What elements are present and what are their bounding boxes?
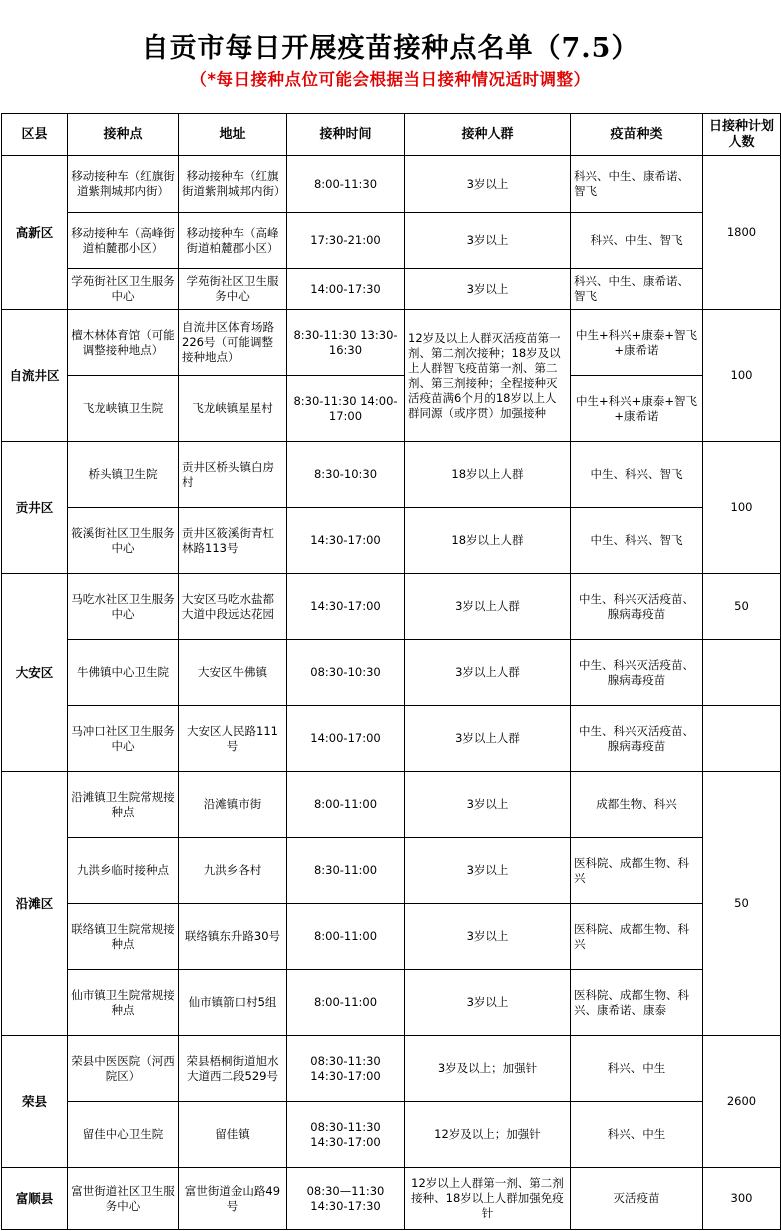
address-cell: 富世街道金山路49号 [179, 1168, 287, 1230]
table-row [2, 640, 781, 706]
time-cell: 8:30-11:30 13:30-16:30 [287, 310, 405, 376]
vaccine-cell: 灭活疫苗 [571, 1168, 703, 1230]
address-cell: 沿滩镇市街 [179, 772, 287, 838]
site-cell: 留佳中心卫生院 [68, 1102, 179, 1168]
daily-plan-cell: 100 [703, 310, 781, 442]
table-row [2, 442, 781, 508]
table-row [2, 508, 781, 574]
population-cell: 3岁以上 [405, 838, 571, 904]
time-cell: 8:30-11:30 14:00-17:00 [287, 376, 405, 442]
vaccine-cell: 科兴、中生、康希诺、智飞 [571, 269, 703, 310]
table-row [2, 970, 781, 1036]
population-cell: 12岁及以上；加强针 [405, 1102, 571, 1168]
site-cell: 学苑街社区卫生服务中心 [68, 269, 179, 310]
district-cell: 贡井区 [2, 442, 68, 574]
page-title: 自贡市每日开展疫苗接种点名单（7.5） [141, 33, 640, 64]
daily-plan-cell: 50 [703, 574, 781, 640]
address-cell: 留佳镇 [179, 1102, 287, 1168]
daily-plan-cell: 2600 [703, 1036, 781, 1168]
address-cell: 贡井区筱溪街青杠林路113号 [179, 508, 287, 574]
population-cell: 12岁以上人群第一剂、第二剂接种、18岁以上人群加强免疫针 [405, 1168, 571, 1230]
vaccine-cell: 中生、科兴灭活疫苗、腺病毒疫苗 [571, 574, 703, 640]
site-cell: 牛佛镇中心卫生院 [68, 640, 179, 706]
population-cell: 18岁以上人群 [405, 508, 571, 574]
header-address: 地址 [179, 114, 287, 156]
address-cell: 大安区牛佛镇 [179, 640, 287, 706]
site-cell: 荣县中医医院（河西院区） [68, 1036, 179, 1102]
header-vaccine: 疫苗种类 [571, 114, 703, 156]
site-cell: 九洪乡临时接种点 [68, 838, 179, 904]
table-row [2, 269, 781, 310]
vaccine-cell: 科兴、中生 [571, 1102, 703, 1168]
district-cell: 富顺县 [2, 1168, 68, 1230]
table-row [2, 156, 781, 213]
time-cell: 14:00-17:30 [287, 269, 405, 310]
time-cell: 17:30-21:00 [287, 213, 405, 269]
vaccine-cell: 中生、科兴、智飞 [571, 442, 703, 508]
address-cell: 大安区人民路111号 [179, 706, 287, 772]
time-cell: 8:00-11:00 [287, 772, 405, 838]
vaccine-cell: 中生、科兴灭活疫苗、腺病毒疫苗 [571, 706, 703, 772]
site-cell: 仙市镇卫生院常规接种点 [68, 970, 179, 1036]
time-cell: 08:30-10:30 [287, 640, 405, 706]
address-cell: 自流井区体育场路226号（可能调整接种地点） [179, 310, 287, 376]
table-row [2, 904, 781, 970]
site-cell: 马吃水社区卫生服务中心 [68, 574, 179, 640]
address-cell: 九洪乡各村 [179, 838, 287, 904]
district-cell: 自流井区 [2, 310, 68, 442]
vaccine-cell: 中生、科兴灭活疫苗、腺病毒疫苗 [571, 640, 703, 706]
vaccine-cell: 中生、科兴、智飞 [571, 508, 703, 574]
time-cell: 8:30-11:00 [287, 838, 405, 904]
daily-plan-cell: 100 [703, 442, 781, 574]
district-cell: 荣县 [2, 1036, 68, 1168]
site-cell: 富世街道社区卫生服务中心 [68, 1168, 179, 1230]
address-cell: 联络镇东升路30号 [179, 904, 287, 970]
table-header-row [2, 114, 781, 156]
table-row [2, 1036, 781, 1102]
address-cell: 大安区马吃水盐都大道中段远达花园 [179, 574, 287, 640]
vaccine-cell: 医科院、成都生物、科兴 [571, 904, 703, 970]
site-cell: 筱溪街社区卫生服务中心 [68, 508, 179, 574]
address-cell: 飞龙峡镇星星村 [179, 376, 287, 442]
vaccine-cell: 医科院、成都生物、科兴 [571, 838, 703, 904]
site-cell: 桥头镇卫生院 [68, 442, 179, 508]
site-cell: 马冲口社区卫生服务中心 [68, 706, 179, 772]
time-cell: 14:30-17:00 [287, 574, 405, 640]
table-row [2, 213, 781, 269]
time-cell: 14:30-17:00 [287, 508, 405, 574]
table-row [2, 772, 781, 838]
table-row [2, 310, 781, 376]
table-row [2, 706, 781, 772]
population-cell: 3岁及以上；加强针 [405, 1036, 571, 1102]
district-cell: 高新区 [2, 156, 68, 310]
time-cell: 08:30-11:30 14:30-17:00 [287, 1036, 405, 1102]
time-cell: 8:30-10:30 [287, 442, 405, 508]
site-cell: 移动接种车（红旗街道紫荆城邦内街） [68, 156, 179, 213]
header-time: 接种时间 [287, 114, 405, 156]
address-cell: 移动接种车（红旗街道紫荆城邦内街） [179, 156, 287, 213]
vaccine-cell: 中生+科兴+康泰+智飞+康希诺 [571, 310, 703, 376]
population-cell: 3岁以上 [405, 970, 571, 1036]
table-row [2, 1102, 781, 1168]
population-cell: 3岁以上 [405, 772, 571, 838]
site-cell: 檀木林体育馆（可能调整接种地点） [68, 310, 179, 376]
time-cell: 08:30-11:30 14:30-17:00 [287, 1102, 405, 1168]
header-site: 接种点 [68, 114, 179, 156]
address-cell: 贡井区桥头镇白房村 [179, 442, 287, 508]
vaccine-cell: 科兴、中生、康希诺、智飞 [571, 156, 703, 213]
daily-plan-cell [703, 640, 781, 706]
vaccine-cell: 科兴、中生 [571, 1036, 703, 1102]
table-row [2, 376, 781, 442]
vaccine-cell: 医科院、成都生物、科兴、康希诺、康泰 [571, 970, 703, 1036]
table-row [2, 1168, 781, 1230]
time-cell: 8:00-11:00 [287, 904, 405, 970]
site-cell: 飞龙峡镇卫生院 [68, 376, 179, 442]
population-cell: 3岁以上人群 [405, 706, 571, 772]
site-cell: 移动接种车（高峰街道柏麓郡小区） [68, 213, 179, 269]
daily-plan-cell: 1800 [703, 156, 781, 310]
address-cell: 仙市镇箭口村5组 [179, 970, 287, 1036]
district-cell: 大安区 [2, 574, 68, 772]
vaccination-sites-table [1, 113, 781, 1230]
page-subtitle-notice: （*每日接种点位可能会根据当日接种情况适时调整） [190, 70, 591, 89]
time-cell: 8:00-11:00 [287, 970, 405, 1036]
district-cell: 沿滩区 [2, 772, 68, 1036]
population-cell: 3岁以上 [405, 269, 571, 310]
table-row [2, 838, 781, 904]
table-row [2, 574, 781, 640]
population-cell: 3岁以上 [405, 213, 571, 269]
daily-plan-cell: 300 [703, 1168, 781, 1230]
site-cell: 沿滩镇卫生院常规接种点 [68, 772, 179, 838]
time-cell: 8:00-11:30 [287, 156, 405, 213]
population-cell: 3岁以上 [405, 156, 571, 213]
population-cell: 3岁以上人群 [405, 574, 571, 640]
header-population: 接种人群 [405, 114, 571, 156]
daily-plan-cell: 50 [703, 772, 781, 1036]
header-daily-plan: 日接种计划人数 [703, 114, 781, 156]
vaccine-cell: 成都生物、科兴 [571, 772, 703, 838]
vaccine-cell: 中生+科兴+康泰+智飞+康希诺 [571, 376, 703, 442]
time-cell: 14:00-17:00 [287, 706, 405, 772]
population-cell: 3岁以上人群 [405, 640, 571, 706]
address-cell: 移动接种车（高峰街道柏麓郡小区） [179, 213, 287, 269]
vaccine-cell: 科兴、中生、智飞 [571, 213, 703, 269]
daily-plan-cell [703, 706, 781, 772]
site-cell: 联络镇卫生院常规接种点 [68, 904, 179, 970]
address-cell: 荣县梧桐街道旭水大道西二段529号 [179, 1036, 287, 1102]
header-district: 区县 [2, 114, 68, 156]
time-cell: 08:30—11:30 14:30-17:30 [287, 1168, 405, 1230]
population-cell: 12岁及以上人群灭活疫苗第一剂、第二剂次接种；18岁及以上人群智飞疫苗第一剂、第二剂、第三剂接种；全程接种灭活疫苗满6个月的18岁以上人群同源（或序贯）加强接种 [405, 310, 571, 442]
address-cell: 学苑街社区卫生服务中心 [179, 269, 287, 310]
population-cell: 18岁以上人群 [405, 442, 571, 508]
population-cell: 3岁以上 [405, 904, 571, 970]
